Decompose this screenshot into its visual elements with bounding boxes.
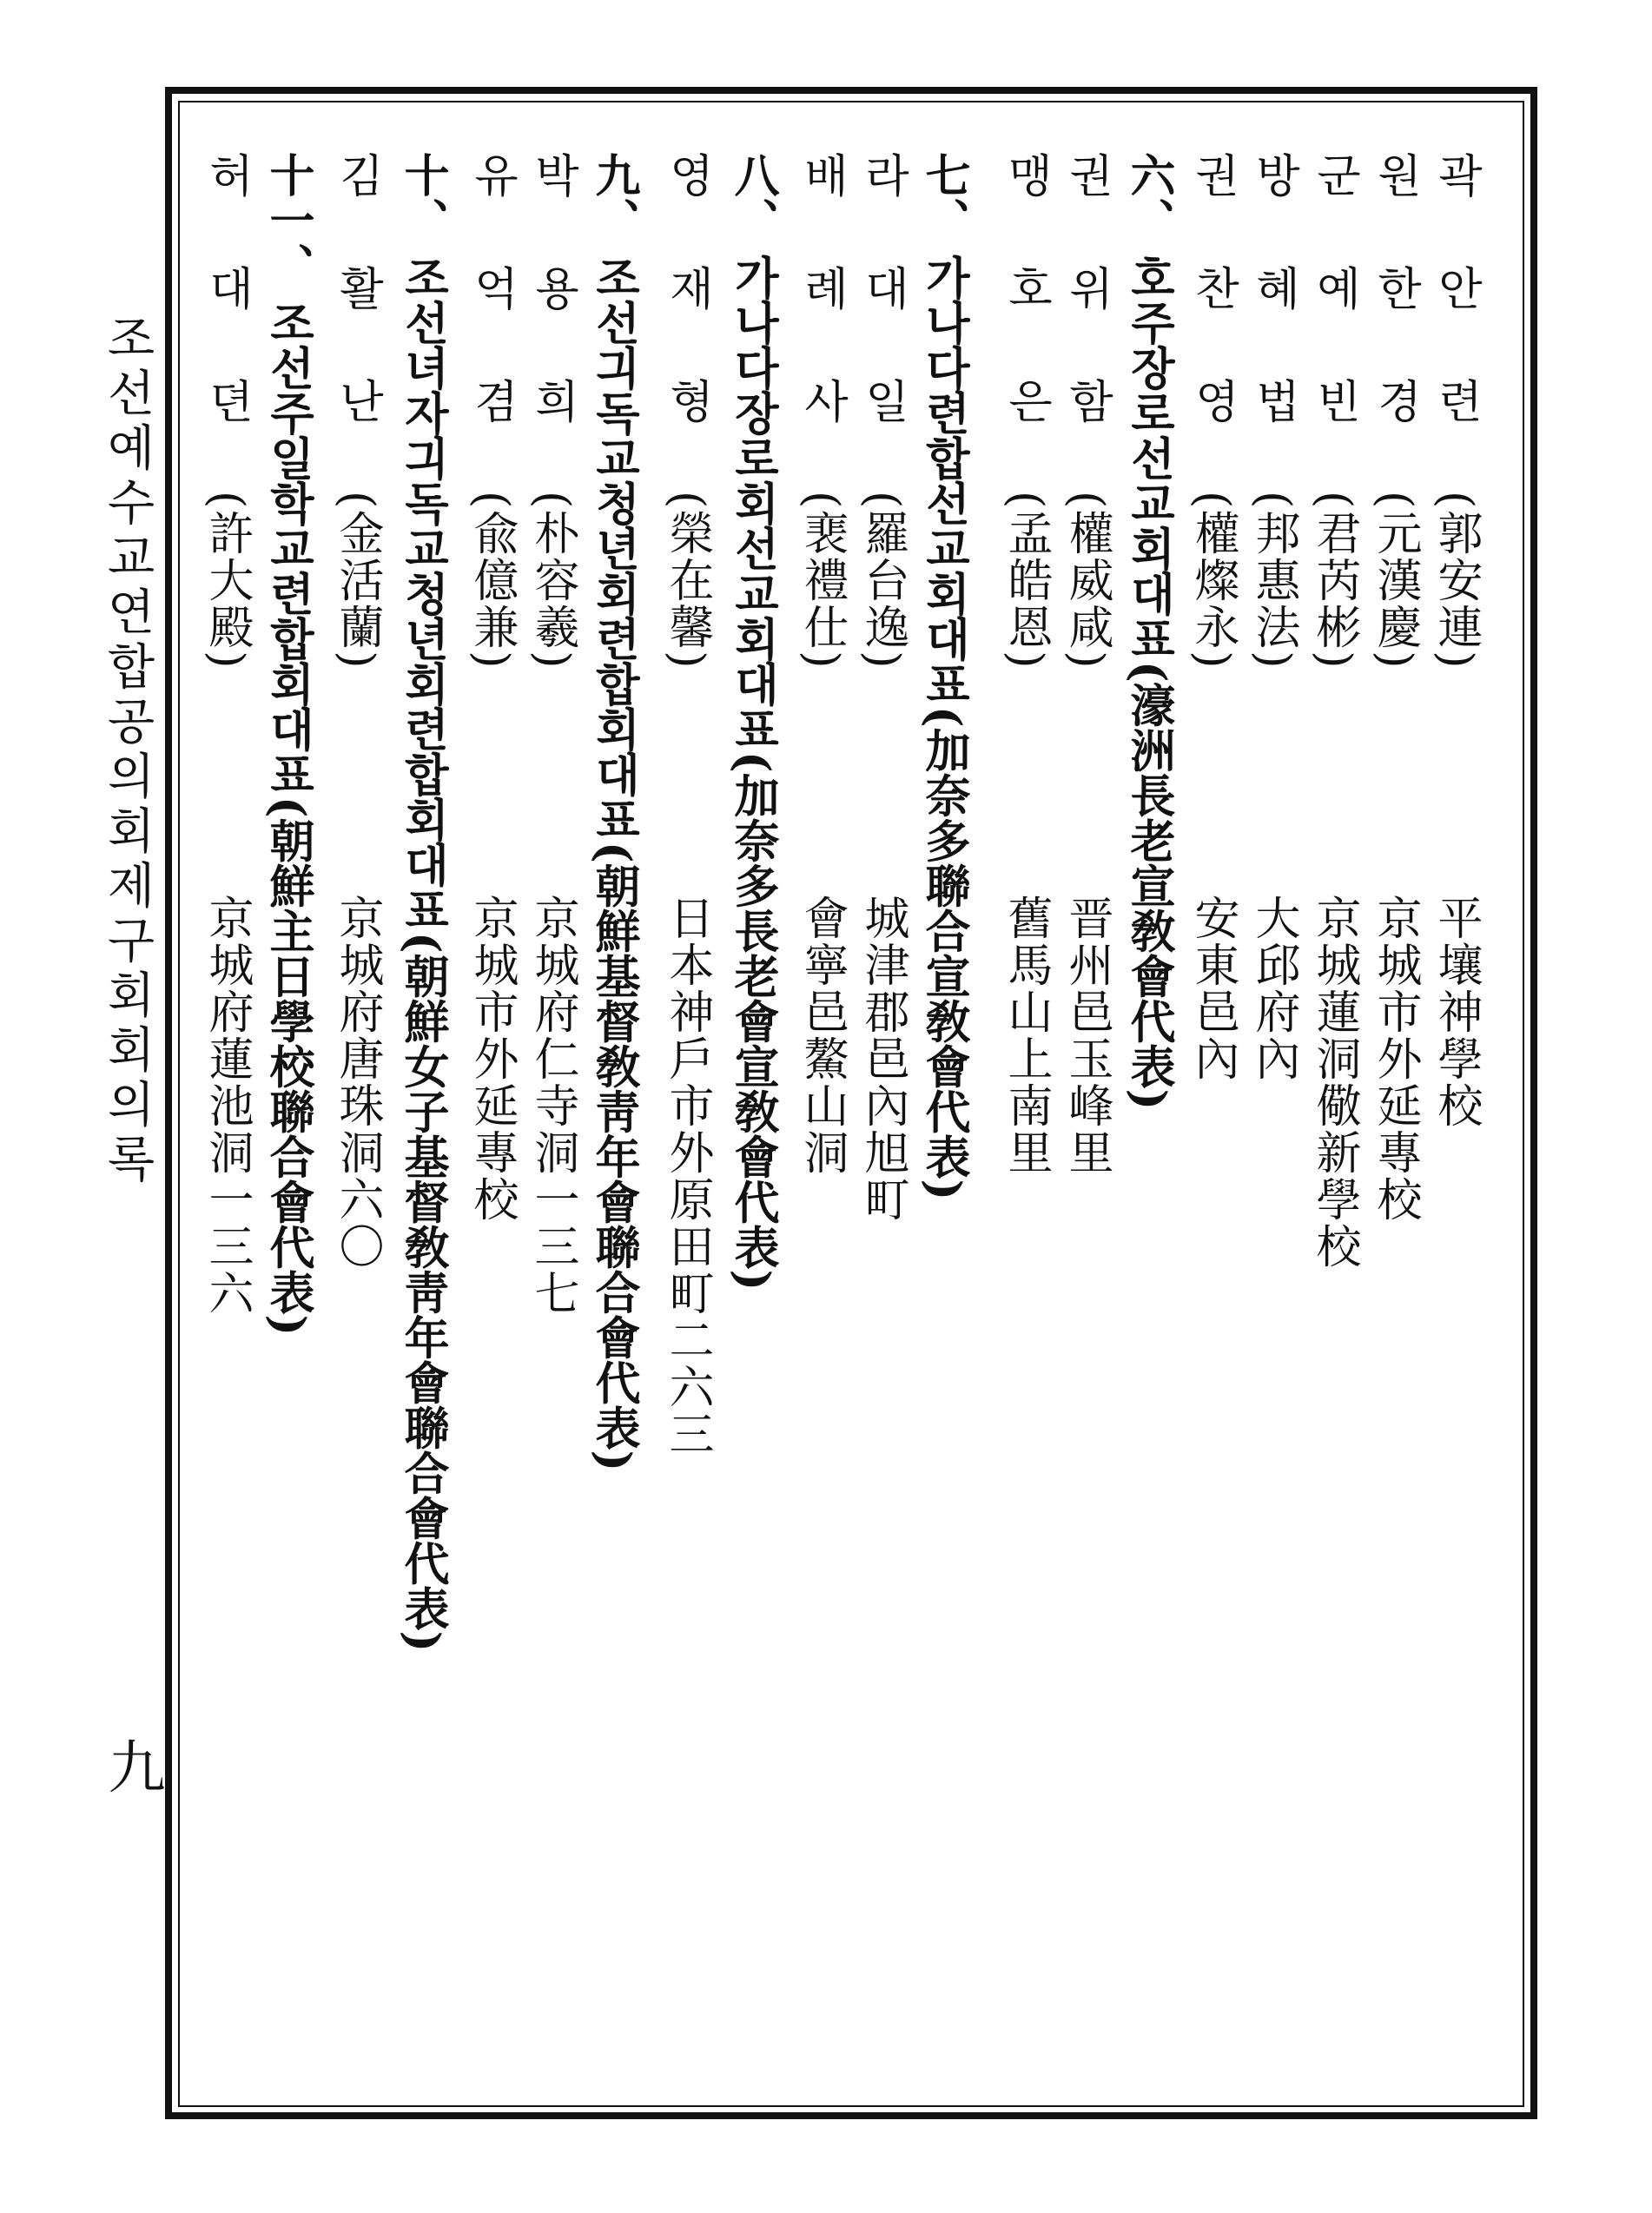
member-name: 군예빈 bbox=[1308, 152, 1360, 491]
member-name: 원한경 bbox=[1369, 152, 1421, 491]
member-entry bbox=[201, 152, 253, 671]
section-heading: 十、조선녀자긔독교청년회련합회대표(朝鮮女子基督敎靑年會聯合會代表) bbox=[396, 152, 449, 1653]
member-address: 京城府蓮池洞一三六 bbox=[201, 895, 253, 1317]
member-name: 곽안련 bbox=[1430, 152, 1482, 491]
member-hanja: (君芮彬) bbox=[1308, 491, 1360, 671]
section-heading: 七、가나다련합선교회대표(加奈多聯合宣敎會代表) bbox=[917, 152, 970, 1201]
member-name: 영재형 bbox=[661, 152, 713, 491]
member-entry bbox=[1369, 152, 1421, 671]
member-hanja: (孟皓恩) bbox=[1000, 491, 1052, 671]
member-entry bbox=[856, 152, 909, 671]
member-address: 城津郡邑內旭町 bbox=[856, 895, 909, 1223]
member-name: 김활난 bbox=[331, 152, 383, 491]
member-entry bbox=[331, 152, 383, 671]
member-hanja: (元漢慶) bbox=[1369, 491, 1421, 671]
member-address: 京城府唐珠洞六〇 bbox=[331, 895, 383, 1270]
member-address: 京城蓮洞儆新學校 bbox=[1308, 895, 1360, 1270]
running-head: 조선예수교연합공의회제구회회의록 bbox=[99, 313, 155, 1188]
member-entry bbox=[796, 152, 848, 671]
member-entry bbox=[1061, 152, 1113, 671]
member-hanja: (權威咸) bbox=[1061, 491, 1113, 671]
member-entry bbox=[526, 152, 578, 671]
member-address: 安東邑內 bbox=[1186, 895, 1239, 1082]
member-hanja: (金活蘭) bbox=[331, 491, 383, 671]
section-heading: 十一、조선주일학교련합회대표(朝鮮主日學校聯合會代表) bbox=[261, 152, 314, 1337]
member-name: 권찬영 bbox=[1186, 152, 1239, 491]
member-entry bbox=[661, 152, 713, 671]
member-hanja: (許大殿) bbox=[201, 491, 253, 671]
member-address: 舊馬山上南里 bbox=[1000, 895, 1052, 1176]
member-hanja: (郭安連) bbox=[1430, 491, 1482, 671]
member-name: 박용희 bbox=[526, 152, 578, 491]
member-address: 日本神戶市外原田町二六三 bbox=[661, 895, 713, 1457]
section-heading: 八、가나다장로회선교회대표(加奈多長老會宣敎會代表) bbox=[726, 152, 779, 1291]
member-entry bbox=[1247, 152, 1299, 671]
member-hanja: (權燦永) bbox=[1186, 491, 1239, 671]
member-hanja: (兪億兼) bbox=[466, 491, 518, 671]
member-address: 京城市外延專校 bbox=[466, 895, 518, 1223]
member-address: 大邱府內 bbox=[1247, 895, 1299, 1082]
member-name: 맹호은 bbox=[1000, 152, 1052, 491]
member-entry bbox=[1186, 152, 1239, 671]
member-address: 平壤神學校 bbox=[1430, 895, 1482, 1129]
page-number: 九 bbox=[98, 1737, 165, 1794]
member-hanja: (邦惠法) bbox=[1247, 491, 1299, 671]
member-entry bbox=[1430, 152, 1482, 671]
member-name: 허대뎐 bbox=[201, 152, 253, 491]
section-heading: 六、호주장로선교회대표(濠洲長老宣敎會代表) bbox=[1122, 152, 1175, 1111]
member-entry bbox=[1308, 152, 1360, 671]
member-address: 京城府仁寺洞一三七 bbox=[526, 895, 578, 1317]
member-hanja: (裵禮仕) bbox=[796, 491, 848, 671]
member-name: 방혜법 bbox=[1247, 152, 1299, 491]
member-name: 배례사 bbox=[796, 152, 848, 491]
member-name: 권위함 bbox=[1061, 152, 1113, 491]
member-name: 라대일 bbox=[856, 152, 909, 491]
member-entry bbox=[1000, 152, 1052, 671]
member-hanja: (榮在馨) bbox=[661, 491, 713, 671]
member-name: 유억겸 bbox=[466, 152, 518, 491]
member-hanja: (朴容羲) bbox=[526, 491, 578, 671]
member-entry bbox=[466, 152, 518, 671]
member-hanja: (羅台逸) bbox=[856, 491, 909, 671]
member-address: 晋州邑玉峰里 bbox=[1061, 895, 1113, 1176]
member-address: 會寧邑鰲山洞 bbox=[796, 895, 848, 1176]
section-heading: 九、조선긔독교청년회련합회대표(朝鮮基督敎靑年會聯合會代表) bbox=[587, 152, 640, 1472]
member-address: 京城市外延專校 bbox=[1369, 895, 1421, 1223]
